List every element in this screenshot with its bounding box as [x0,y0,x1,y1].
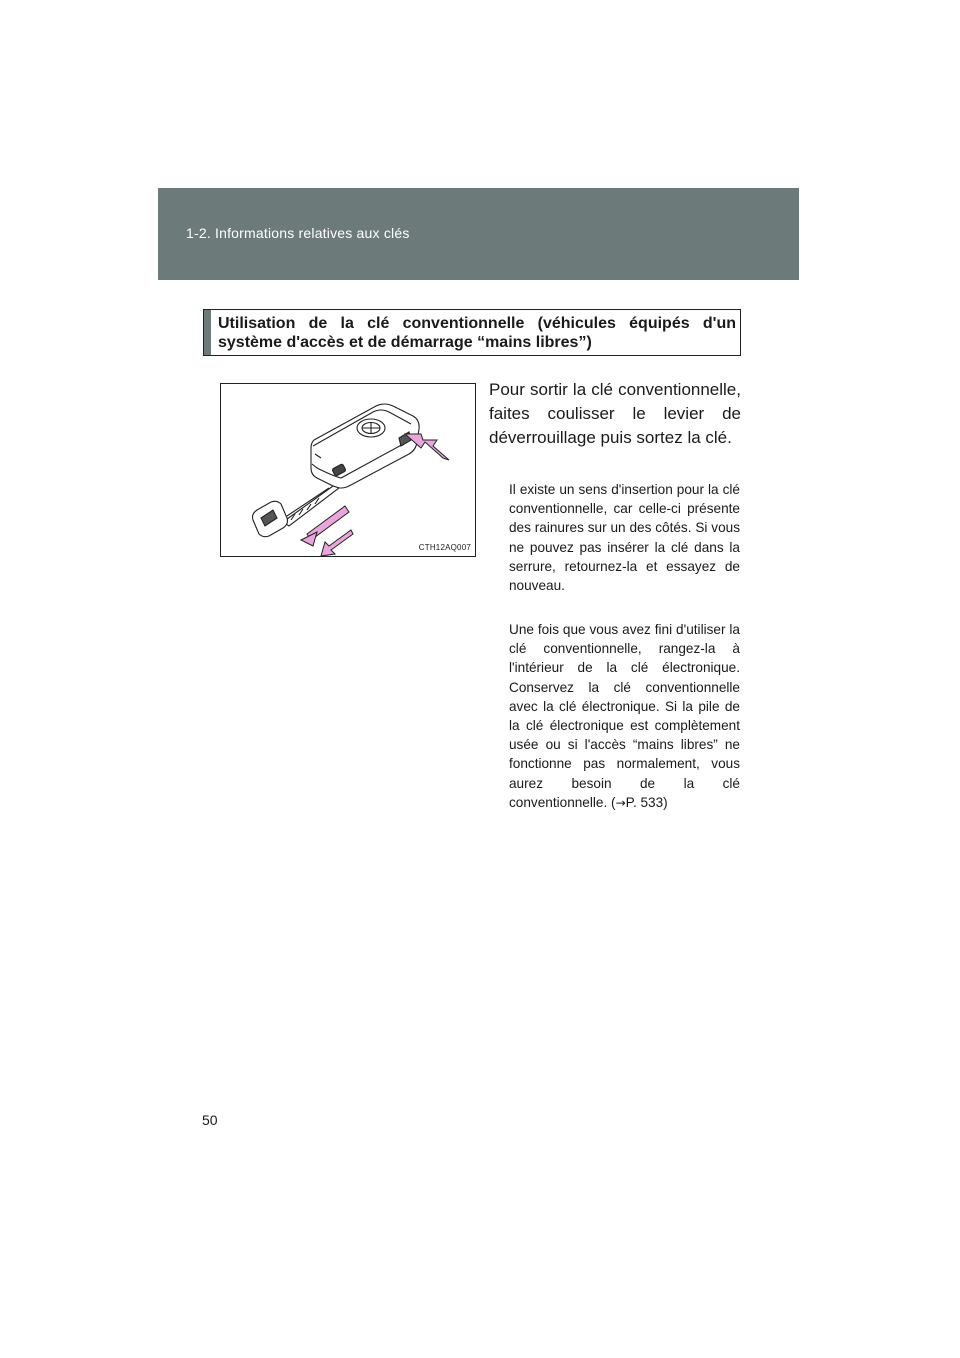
intro-instruction: Pour sortir la clé conventionnelle, faites coulisser le levier de déverrouillage puis sortez la clé. [489,380,741,447]
key-fob-figure [220,383,476,557]
note-paragraph-storage [509,620,740,813]
page-number: 50 [202,1112,218,1128]
pull-out-arrow [321,530,353,556]
section-title-box [203,309,741,356]
header-band [158,188,799,280]
title-accent-bar [204,310,211,355]
page-reference-link[interactable]: P. 533) [625,794,668,810]
section-title: Utilisation de la clé conventionnelle (véhicules équipés d'un système d'accès et de démarrage “mains libres”) [218,315,736,351]
figure-code: CTH12AQ007 [418,543,471,552]
smart-key-fob [311,404,419,488]
storage-note-text: Une fois que vous avez fini d'utiliser la clé conventionnelle, rangez-la à l'intérieur de la clé électronique. Conservez la clé conventionnelle avec la clé électronique. Si la pile de la clé électronique est complètement usée ou si l'accès “mains libres” ne fonctionne pas normalement, vous aurez besoin de la clé conventionnelle. ( [509,622,740,810]
note-paragraph-insertion: Il existe un sens d'insertion pour la clé conventionnelle, car celle-ci présente des rainures sur un des côtés. Si vous ne pouvez pas insérer la clé dans la serrure, retournez-la et essayez de nouveau. [509,482,740,594]
key-fob-release-lever-illustration [221,384,477,558]
cross-reference-arrow-icon: → [615,795,626,810]
section-label: 1-2. Informations relatives aux clés [186,225,410,241]
